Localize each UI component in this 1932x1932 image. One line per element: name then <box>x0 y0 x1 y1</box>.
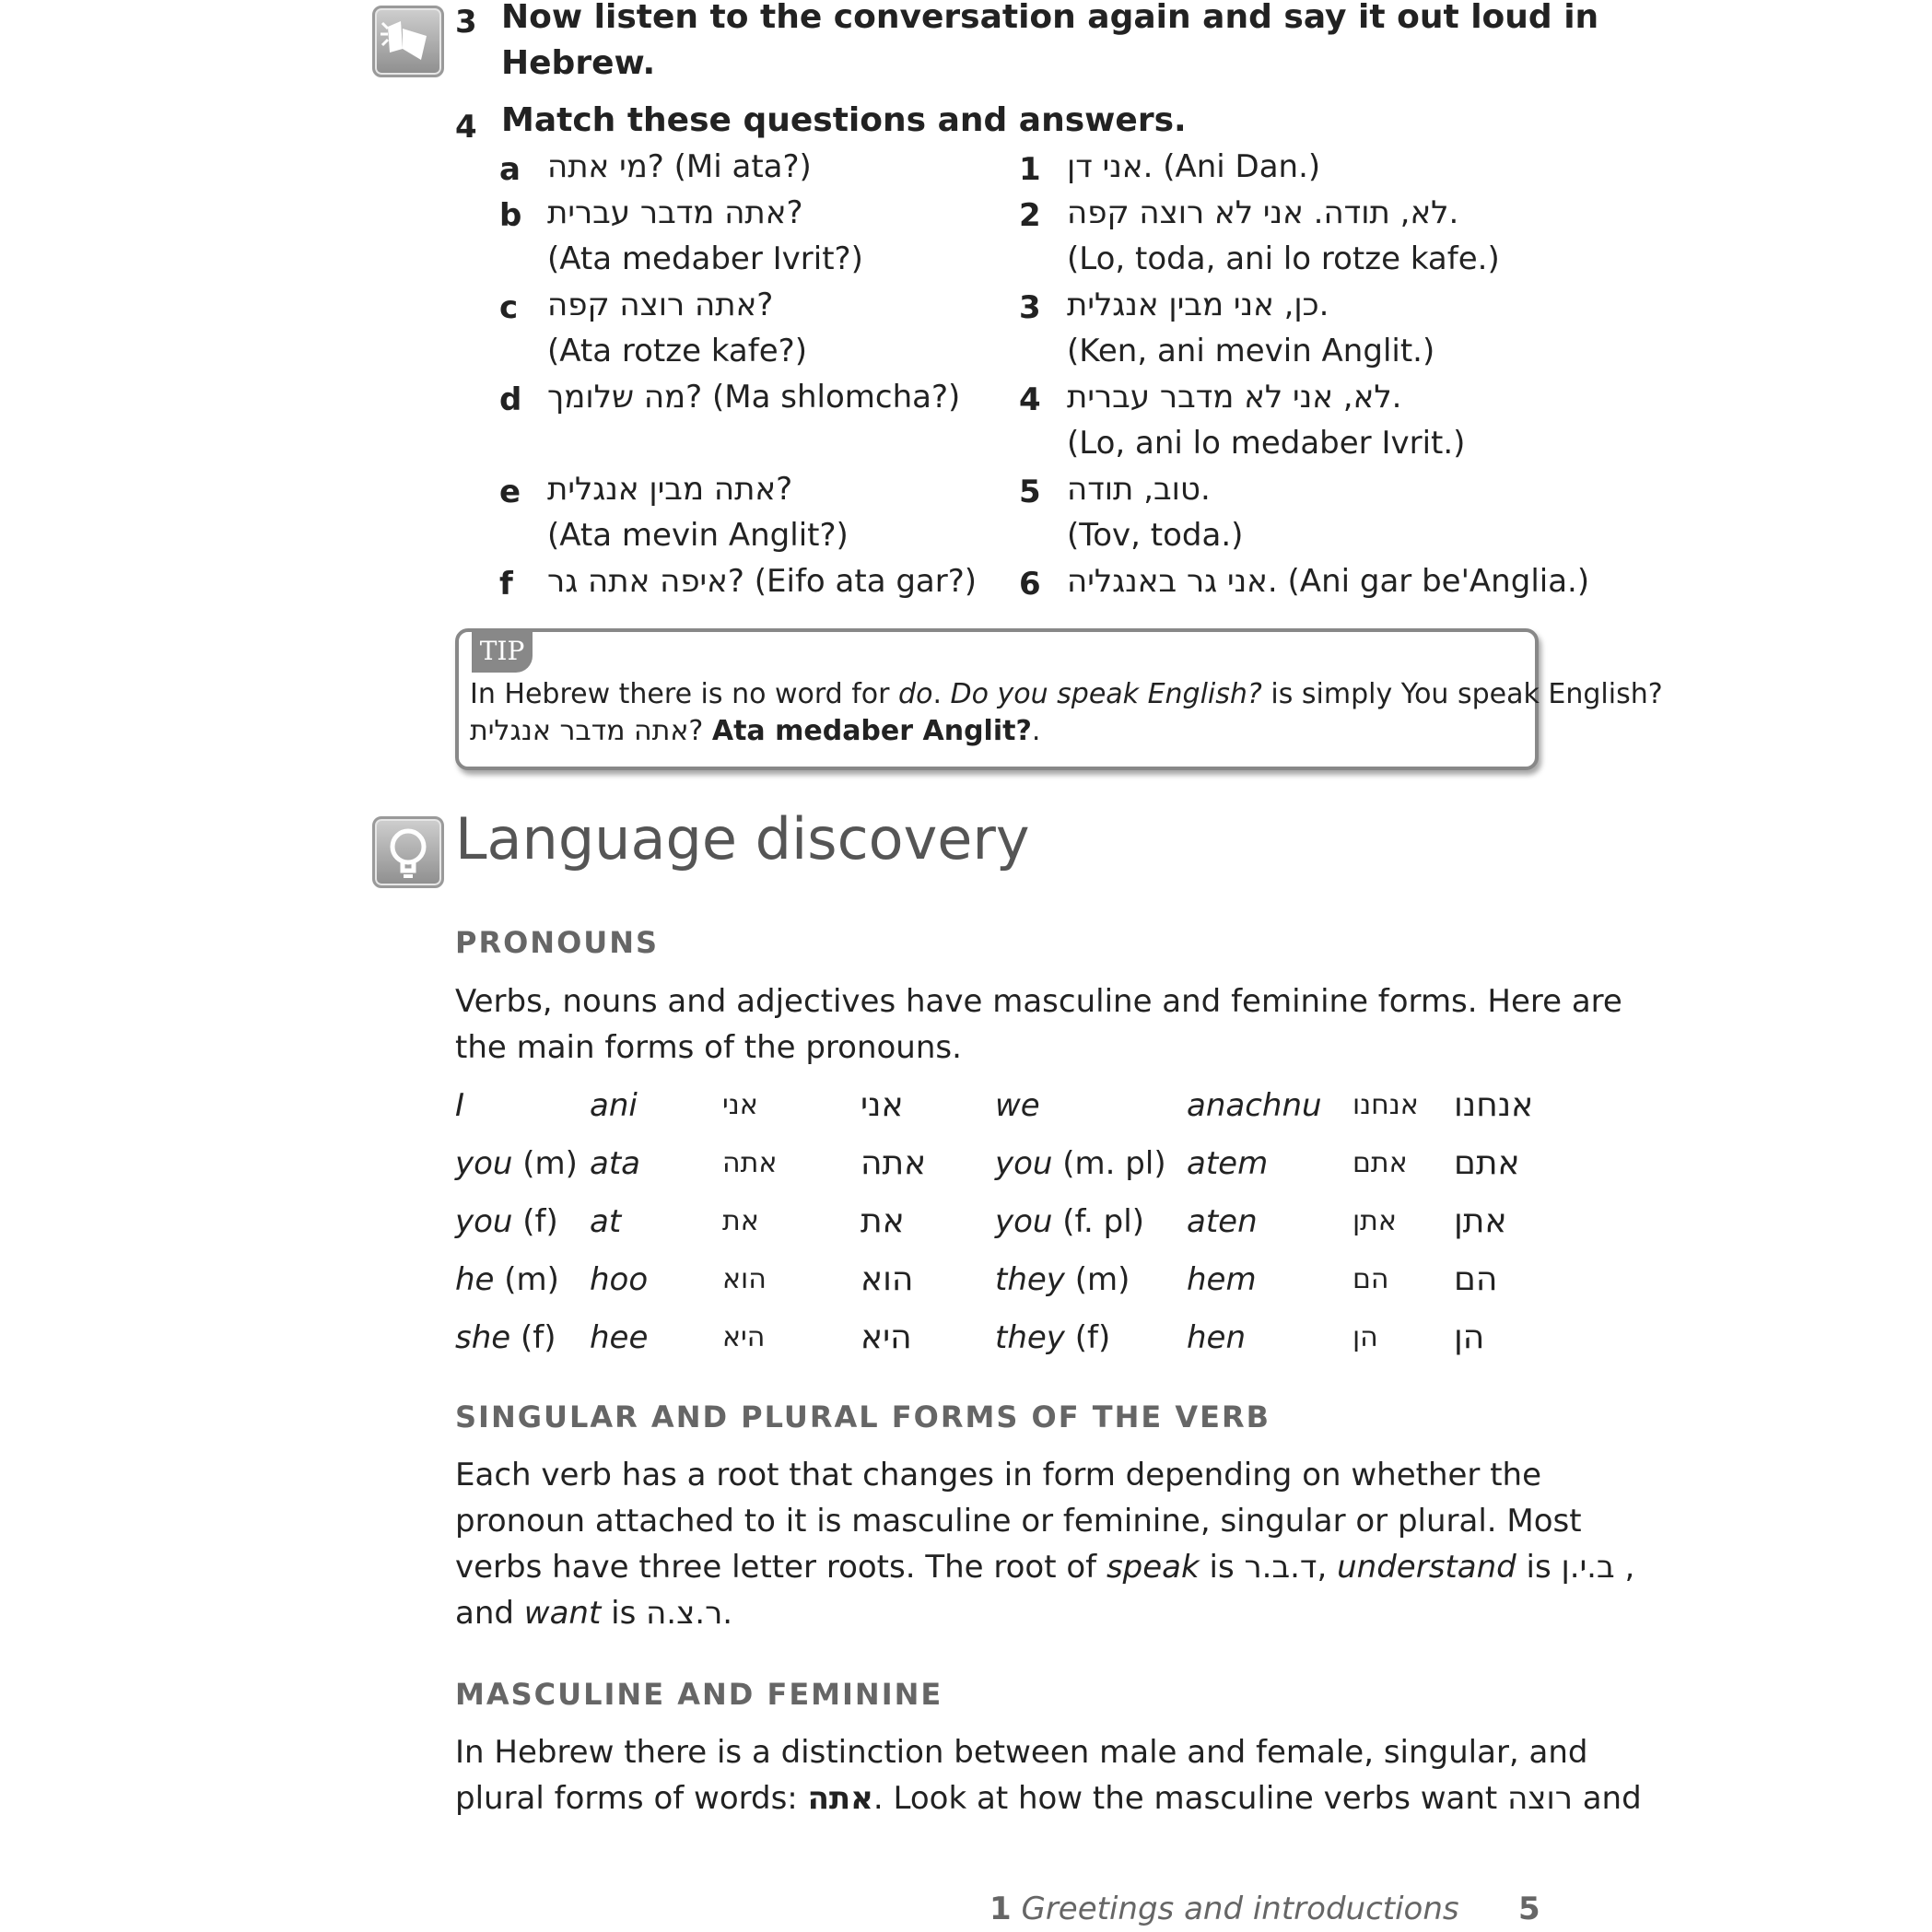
question-translit: (Ata medaber Ivrit?) <box>547 240 863 277</box>
answer-translit: (Ken, ani mevin Anglit.) <box>1067 333 1435 369</box>
answer-hebrew: .לא, תודה. אני לא רוצה קפה <box>1067 194 1459 231</box>
pronoun-hebrew-print: אני <box>861 1086 904 1124</box>
tip-text: In Hebrew there is no word for <box>470 678 899 710</box>
answer-number: 1 <box>1019 151 1041 188</box>
question-letter: d <box>499 381 522 418</box>
tip-text: . <box>932 678 951 710</box>
pronoun-hebrew-print: אתה <box>861 1144 927 1182</box>
section-title: Language discovery <box>455 805 1030 872</box>
hebrew-word: רוצה <box>1507 1780 1573 1817</box>
question-hebrew: ?איפה אתה גר <box>547 563 744 600</box>
verb-paragraph-line-2: pronoun attached to it is masculine or feminine, singular or plural. Most <box>455 1503 1582 1540</box>
answer-number: 5 <box>1019 474 1041 510</box>
pronoun-gender: (f) <box>522 1203 558 1240</box>
listen-speak-icon <box>372 6 444 77</box>
verb-paragraph-line-1: Each verb has a root that changes in form depending on whether the <box>455 1457 1542 1493</box>
question-translit: (Eifo ata gar?) <box>754 563 978 600</box>
answer-translit: (Ani Dan.) <box>1163 148 1321 185</box>
question-hebrew: ?אתה מדבר עברית <box>547 194 803 231</box>
table-row <box>995 1315 1110 1361</box>
question-letter: e <box>499 474 521 510</box>
pronoun-gender: (m) <box>522 1145 578 1182</box>
body-text: , <box>1614 1549 1635 1586</box>
table-row <box>995 1257 1130 1303</box>
question-hebrew: ?מי אתה <box>547 148 664 185</box>
pronoun-hebrew-script: היא <box>722 1321 766 1353</box>
tip-hebrew: ?אתה מדבר אנגלית <box>470 715 704 747</box>
hebrew-word: אתה <box>807 1780 873 1817</box>
pronoun-translit: aten <box>1187 1203 1258 1240</box>
question-f <box>547 558 977 604</box>
answer-translit: (Lo, ani lo medaber Ivrit.) <box>1067 425 1466 462</box>
body-text: , <box>1317 1549 1338 1586</box>
pronoun-translit: hen <box>1187 1319 1247 1356</box>
tip-line-2 <box>470 713 1040 750</box>
pronoun-en: she <box>455 1319 511 1356</box>
pronoun-gender: (m. pl) <box>1062 1145 1166 1182</box>
verb-paragraph-line-3 <box>455 1544 1634 1590</box>
exercise-3-line1: Now listen to the conversation again and say it out loud in <box>501 0 1599 36</box>
pronoun-en: I <box>455 1087 465 1124</box>
exercise-3-line2: Hebrew. <box>501 44 656 82</box>
pronoun-translit: hee <box>590 1319 649 1356</box>
body-text: is <box>1516 1549 1562 1586</box>
tip-text: . <box>1031 715 1041 747</box>
answer-hebrew: .כן, אני מבין אנגלית <box>1067 287 1329 323</box>
pronoun-hebrew-print: את <box>861 1202 905 1240</box>
pronoun-en: you <box>455 1145 513 1182</box>
pronoun-hebrew-script: את <box>722 1205 759 1237</box>
tip-bold: Ata medaber Anglit? <box>711 715 1032 747</box>
pronoun-hebrew-print: אנחנו <box>1454 1086 1534 1124</box>
pronoun-hebrew-script: אתה <box>722 1147 778 1179</box>
body-text: verbs have three letter roots. The root of <box>455 1549 1107 1586</box>
masculine-feminine-heading: MASCULINE AND FEMININE <box>455 1677 943 1712</box>
pronoun-en: you <box>995 1145 1053 1182</box>
question-translit: (Ata mevin Anglit?) <box>547 517 849 554</box>
hebrew-root: ב.י.ן <box>1561 1549 1615 1586</box>
pronoun-en: they <box>995 1261 1065 1298</box>
pronoun-translit: atem <box>1187 1145 1269 1182</box>
answer-translit: (Ani gar be'Anglia.) <box>1287 563 1590 600</box>
mf-paragraph-line-1: In Hebrew there is a distinction between male and female, singular, and <box>455 1734 1588 1771</box>
answer-5 <box>1067 466 1211 512</box>
pronoun-hebrew-print: היא <box>861 1318 912 1356</box>
hebrew-root: ר.צ.ה <box>646 1595 723 1632</box>
question-hebrew: ?מה שלומך <box>547 379 703 416</box>
chapter-title: Greetings and introductions <box>1021 1891 1459 1927</box>
pronoun-gender: (f) <box>521 1319 556 1356</box>
pronoun-hebrew-print: הן <box>1454 1318 1485 1356</box>
hebrew-root: ד.ב.ר <box>1244 1549 1317 1586</box>
pronoun-hebrew-print: הוא <box>861 1260 914 1298</box>
answer-number: 2 <box>1019 197 1041 234</box>
pronoun-hebrew-script: אתן <box>1352 1205 1397 1237</box>
pronoun-translit: ata <box>590 1145 641 1182</box>
page-number: 5 <box>1518 1891 1540 1927</box>
answer-number: 6 <box>1019 566 1041 603</box>
question-translit: (Ma shlomcha?) <box>712 379 961 416</box>
answer-number: 3 <box>1019 289 1041 326</box>
question-hebrew: ?אתה רוצה קפה <box>547 287 774 323</box>
tip-text: do <box>898 678 933 710</box>
pronouns-intro-1: Verbs, nouns and adjectives have masculine and feminine forms. Here are <box>455 983 1622 1020</box>
question-d <box>547 374 960 420</box>
exercise-4-number: 4 <box>455 109 477 146</box>
table-row <box>455 1083 464 1129</box>
pronoun-gender: (f. pl) <box>1062 1203 1144 1240</box>
body-text: . Look at how the masculine verbs want <box>872 1780 1508 1817</box>
pronoun-en: they <box>995 1319 1065 1356</box>
pronoun-en: you <box>995 1203 1053 1240</box>
answer-translit: (Lo, toda, ani lo rotze kafe.) <box>1067 240 1500 277</box>
body-text: plural forms of words: <box>455 1780 808 1817</box>
question-letter: b <box>499 197 522 234</box>
pronoun-translit: hoo <box>590 1261 649 1298</box>
answer-translit: (Tov, toda.) <box>1067 517 1244 554</box>
table-row <box>455 1257 559 1303</box>
body-text: and <box>1572 1780 1642 1817</box>
tip-badge: TIP <box>472 630 533 673</box>
question-b <box>547 190 803 236</box>
exercise-3-number: 3 <box>455 4 477 41</box>
answer-number: 4 <box>1019 381 1041 418</box>
answer-hebrew: .לא, אני לא מדבר עברית <box>1067 379 1402 416</box>
pronoun-hebrew-script: הם <box>1352 1263 1389 1295</box>
table-row <box>995 1083 1040 1129</box>
body-text: . <box>722 1595 733 1632</box>
pronoun-hebrew-script: הן <box>1352 1321 1378 1353</box>
pronouns-heading: PRONOUNS <box>455 925 660 960</box>
body-text: and <box>455 1595 524 1632</box>
question-translit: (Mi ata?) <box>673 148 812 185</box>
answer-4 <box>1067 374 1401 420</box>
answer-2 <box>1067 190 1458 236</box>
pronoun-hebrew-script: אנחנו <box>1352 1089 1419 1121</box>
question-hebrew: ?אתה מבין אנגלית <box>547 471 793 508</box>
pronoun-en: you <box>455 1203 513 1240</box>
pronoun-hebrew-print: אתן <box>1454 1202 1507 1240</box>
table-row <box>995 1199 1144 1245</box>
table-row <box>455 1199 558 1245</box>
pronoun-hebrew-script: אתם <box>1352 1147 1408 1179</box>
mf-paragraph-line-2 <box>455 1775 1642 1821</box>
tip-box <box>455 628 1663 770</box>
pronoun-hebrew-print: אתם <box>1454 1144 1520 1182</box>
pronoun-translit: hem <box>1187 1261 1257 1298</box>
answer-hebrew: .אני דן <box>1067 148 1153 185</box>
answer-6 <box>1067 558 1589 604</box>
answer-hebrew: .אני גר באנגליה <box>1067 563 1278 600</box>
answer-hebrew: .טוב, תודה <box>1067 471 1211 508</box>
body-text: want <box>523 1595 602 1632</box>
question-letter: c <box>499 289 519 326</box>
pronoun-hebrew-script: הוא <box>722 1263 767 1295</box>
pronoun-translit: anachnu <box>1187 1087 1322 1124</box>
pronoun-gender: (m) <box>1074 1261 1130 1298</box>
body-text: is <box>601 1595 647 1632</box>
footer-chapter <box>989 1891 1459 1927</box>
pronoun-en: we <box>995 1087 1040 1124</box>
question-letter: f <box>499 566 513 603</box>
table-row <box>455 1315 556 1361</box>
verb-paragraph-line-4 <box>455 1590 732 1636</box>
answer-3 <box>1067 282 1329 328</box>
tip-text: Do you speak English? <box>950 678 1262 710</box>
verb-forms-heading: SINGULAR AND PLURAL FORMS OF THE VERB <box>455 1399 1270 1434</box>
tip-line-1 <box>470 676 1663 713</box>
table-row <box>995 1141 1166 1187</box>
pronoun-en: he <box>455 1261 495 1298</box>
question-a <box>547 144 812 190</box>
body-text: understand <box>1337 1549 1516 1586</box>
answer-1 <box>1067 144 1320 190</box>
pronoun-translit: ani <box>590 1087 638 1124</box>
body-text: is <box>1199 1549 1245 1586</box>
chapter-number: 1 <box>989 1891 1012 1927</box>
pronoun-gender: (m) <box>504 1261 559 1298</box>
pronoun-hebrew-print: הם <box>1454 1260 1498 1298</box>
pronoun-gender: (f) <box>1074 1319 1111 1356</box>
question-letter: a <box>499 151 521 188</box>
question-c <box>547 282 773 328</box>
tip-text: is simply You speak English? <box>1261 678 1663 710</box>
question-e <box>547 466 792 512</box>
lightbulb-icon <box>372 816 444 888</box>
pronouns-intro-2: the main forms of the pronouns. <box>455 1029 962 1066</box>
body-text: speak <box>1106 1549 1200 1586</box>
pronoun-translit: at <box>590 1203 622 1240</box>
table-row <box>455 1141 578 1187</box>
exercise-4-title: Match these questions and answers. <box>501 101 1187 139</box>
pronoun-hebrew-script: אני <box>722 1089 758 1121</box>
question-translit: (Ata rotze kafe?) <box>547 333 807 369</box>
